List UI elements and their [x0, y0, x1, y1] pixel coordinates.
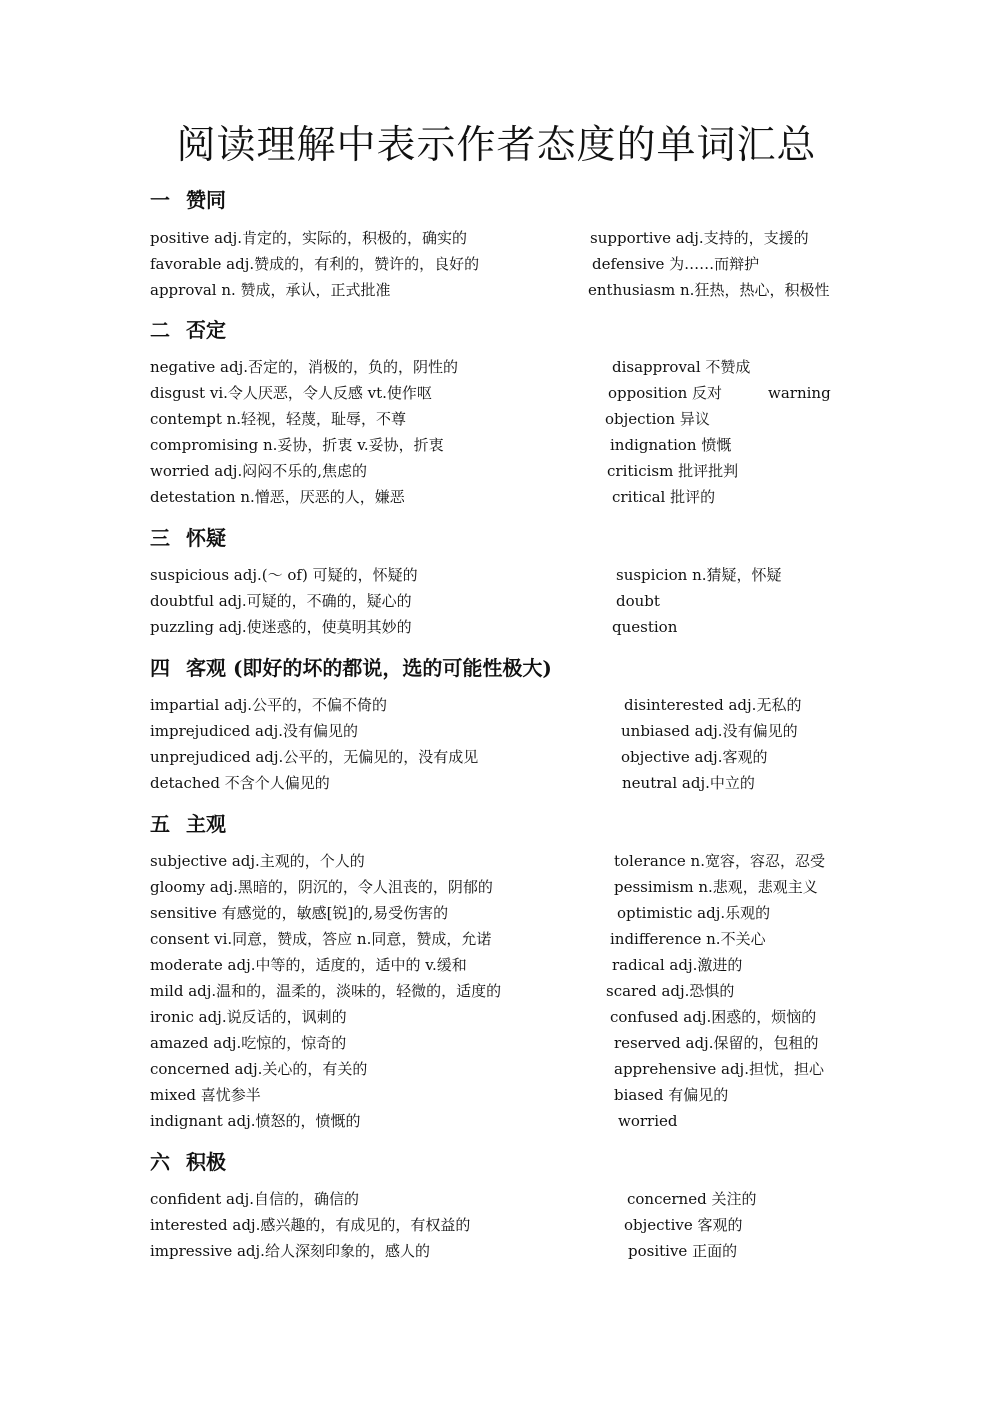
term-left: puzzling adj.使迷惑的，使莫明其妙的 [150, 618, 412, 636]
term-left: confident adj.自信的，确信的 [150, 1190, 359, 1208]
term-left: concerned adj.关心的，有关的 [150, 1060, 368, 1078]
term-left: gloomy adj.黑暗的，阴沉的，令人沮丧的，阴郁的 [150, 878, 493, 896]
term-right: reserved adj.保留的，包租的 [614, 1034, 819, 1052]
term-right: disinterested adj.无私的 [624, 696, 802, 714]
section-title: 主观 [186, 812, 226, 836]
term-left: moderate adj.中等的，适度的，适中的 v.缓和 [150, 956, 467, 974]
term-right: confused adj.困惑的，烦恼的 [610, 1008, 817, 1026]
term-right: objection 异议 [605, 410, 710, 428]
term-left: negative adj.否定的，消极的，负的，阴性的 [150, 358, 458, 376]
section-heading-positive [150, 1148, 226, 1176]
term-left: detestation n.憎恶，厌恶的人，嫌恶 [150, 488, 405, 506]
term-left: approval n. 赞成，承认，正式批准 [150, 281, 391, 299]
term-right: question [612, 618, 678, 636]
term-extra: warning [768, 384, 831, 402]
section-number: 三 [150, 526, 170, 550]
term-right: worried [618, 1112, 678, 1130]
section-title: 怀疑 [186, 526, 226, 550]
term-left: amazed adj.吃惊的，惊奇的 [150, 1034, 347, 1052]
term-left: interested adj.感兴趣的，有成见的，有权益的 [150, 1216, 471, 1234]
term-left: compromising n.妥协，折衷 v.妥协，折衷 [150, 436, 444, 454]
term-left: unprejudiced adj.公平的，无偏见的，没有成见 [150, 748, 479, 766]
term-right: objective 客观的 [624, 1216, 743, 1234]
term-right: scared adj.恐惧的 [606, 982, 735, 1000]
term-right: pessimism n.悲观，悲观主义 [614, 878, 818, 896]
term-left: favorable adj.赞成的，有利的，赞许的，良好的 [150, 255, 480, 273]
term-right: indifference n.不关心 [610, 930, 766, 948]
term-right: supportive adj.支持的，支援的 [590, 229, 809, 247]
term-left: imprejudiced adj.没有偏见的 [150, 722, 358, 740]
section-heading-doubt [150, 524, 226, 552]
section-heading-subjective [150, 810, 226, 838]
term-left: disgust vi.令人厌恶，令人反感 vt.使作呕 [150, 384, 432, 402]
term-left: worried adj.闷闷不乐的,焦虑的 [150, 462, 367, 480]
term-right: objective adj.客观的 [621, 748, 768, 766]
term-right: critical 批评的 [612, 488, 716, 506]
term-left: mixed 喜忧参半 [150, 1086, 261, 1104]
term-left: subjective adj.主观的，个人的 [150, 852, 365, 870]
section-number: 六 [150, 1150, 170, 1174]
term-left: impartial adj.公平的，不偏不倚的 [150, 696, 388, 714]
term-right: neutral adj.中立的 [622, 774, 755, 792]
term-left: positive adj.肯定的，实际的，积极的，确实的 [150, 229, 468, 247]
section-title: 否定 [186, 318, 226, 342]
term-right: criticism 批评批判 [607, 462, 739, 480]
term-left: detached 不含个人偏见的 [150, 774, 330, 792]
term-right: biased 有偏见的 [614, 1086, 729, 1104]
term-right: apprehensive adj.担忧，担心 [614, 1060, 824, 1078]
term-left: suspicious adj.(～ of) 可疑的，怀疑的 [150, 566, 418, 584]
section-title: 积极 [186, 1150, 226, 1174]
term-right: positive 正面的 [628, 1242, 738, 1260]
section-title: 赞同 [186, 188, 226, 212]
term-right: doubt [616, 592, 660, 610]
section-number: 二 [150, 318, 170, 342]
section-number: 五 [150, 812, 170, 836]
term-right: defensive 为……而辩护 [592, 255, 760, 273]
term-left: impressive adj.给人深刻印象的，感人的 [150, 1242, 430, 1260]
term-right: unbiased adj.没有偏见的 [621, 722, 798, 740]
term-left: indignant adj.愤怒的，愤慨的 [150, 1112, 361, 1130]
section-number: 四 [150, 656, 170, 680]
term-right: disapproval 不赞成 [612, 358, 751, 376]
section-heading-approval [150, 186, 226, 214]
term-left: consent vi.同意，赞成，答应 n.同意，赞成，允诺 [150, 930, 492, 948]
term-right: indignation 愤慨 [610, 436, 732, 454]
term-right: enthusiasm n.狂热，热心，积极性 [588, 281, 830, 299]
term-left: ironic adj.说反话的，讽刺的 [150, 1008, 347, 1026]
document-title: 阅读理解中表示作者态度的单词汇总 [176, 123, 817, 168]
term-right: concerned 关注的 [627, 1190, 757, 1208]
term-right: opposition 反对 [608, 384, 723, 402]
term-left: mild adj.温和的，温柔的，淡味的，轻微的，适度的 [150, 982, 502, 1000]
section-heading-negation [150, 316, 226, 344]
term-left: doubtful adj.可疑的，不确的，疑心的 [150, 592, 412, 610]
section-heading-objective [150, 654, 552, 682]
term-right: tolerance n.宽容，容忍，忍受 [614, 852, 825, 870]
term-right: optimistic adj.乐观的 [617, 904, 771, 922]
term-left: contempt n.轻视，轻蔑，耻辱，不尊 [150, 410, 407, 428]
section-title: 客观 (即好的坏的都说，选的可能性极大) [186, 656, 552, 680]
section-number: 一 [150, 188, 170, 212]
term-right: suspicion n.猜疑，怀疑 [616, 566, 782, 584]
term-right: radical adj.激进的 [612, 956, 743, 974]
term-left: sensitive 有感觉的，敏感[锐]的,易受伤害的 [150, 904, 449, 922]
